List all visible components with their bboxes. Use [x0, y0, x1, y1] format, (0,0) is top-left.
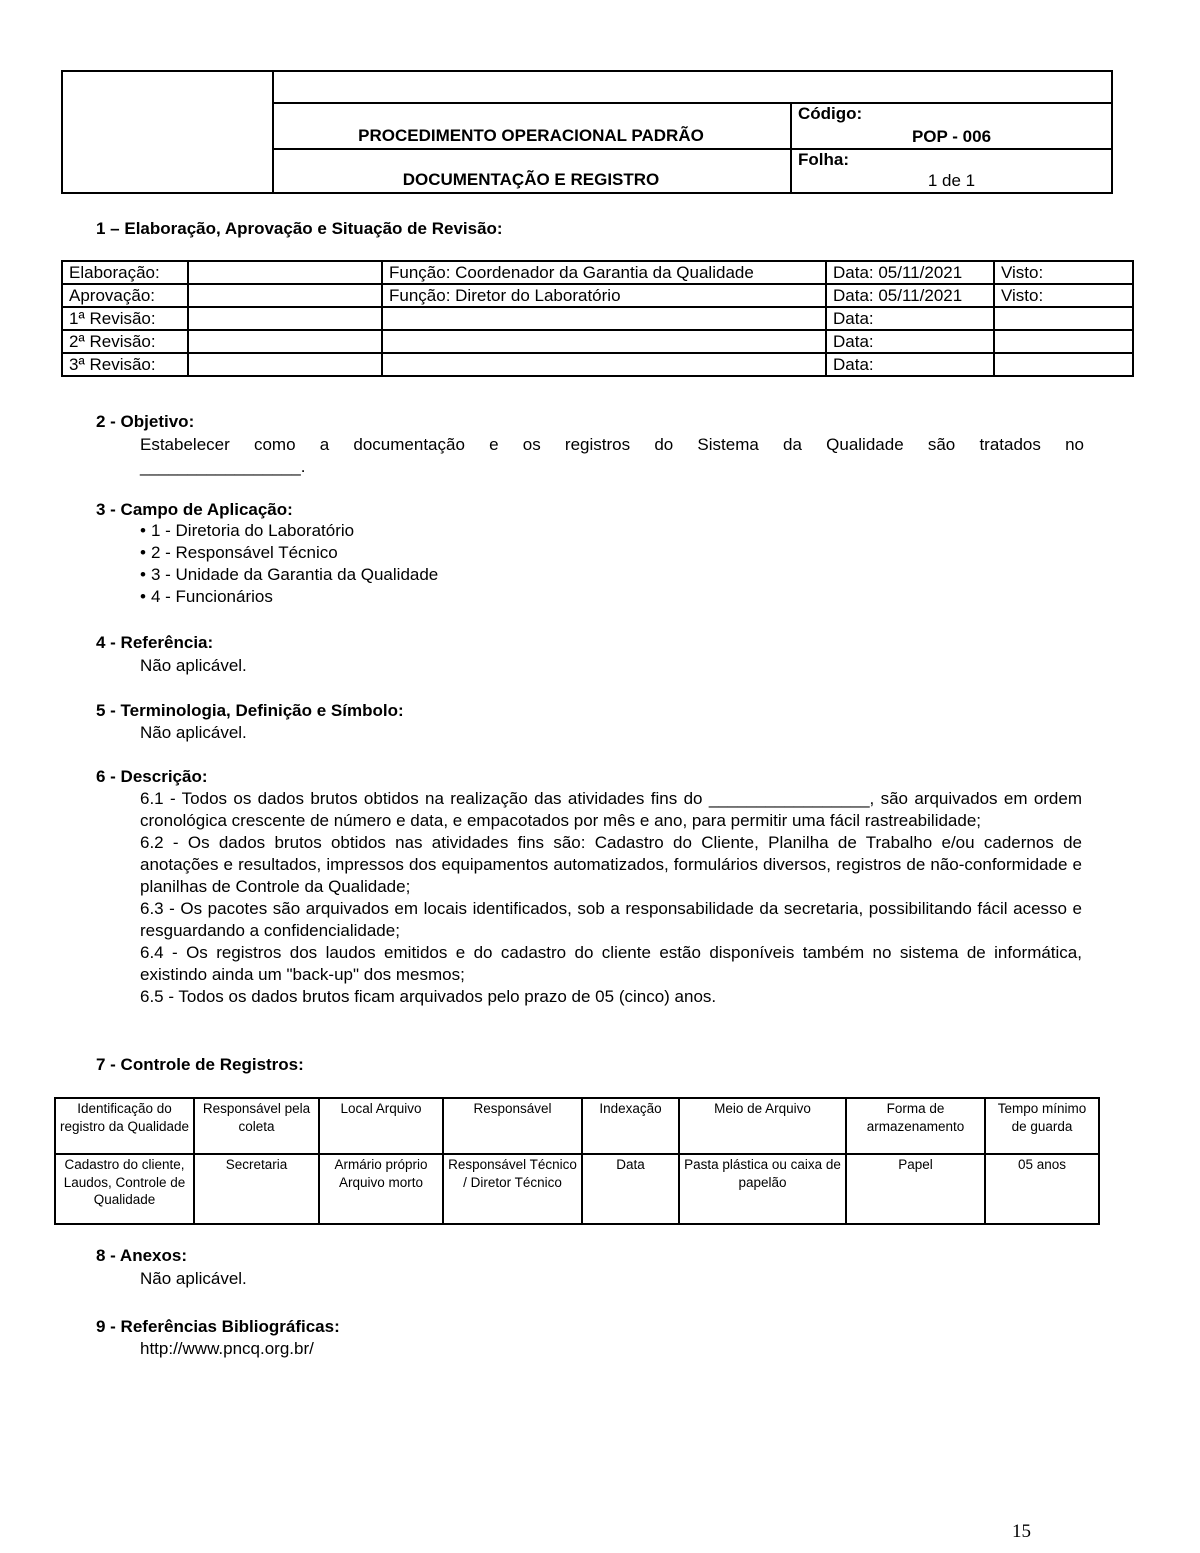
table-row [55, 1154, 1099, 1224]
table-cell: Função: Diretor do Laboratório [382, 284, 826, 307]
revision-table [61, 260, 1134, 377]
document-header [61, 70, 1113, 194]
table-cell [188, 353, 382, 376]
table-cell: Visto: [994, 284, 1133, 307]
table-cell: Responsável Técnico / Diretor Técnico [443, 1154, 582, 1224]
description-item: 6.2 - Os dados brutos obtidos nas atividades fins são: Cadastro do Cliente, Planilha de Trabalho e/ou cadernos de anotações e resultados, impressos dos equipamentos automatizados, formulários diversos, registros de não-conformidade e planilhas de Controle da Qualidade; [140, 833, 1082, 896]
table-cell [188, 307, 382, 330]
list-item: • 3 - Unidade da Garantia da Qualidade [140, 564, 438, 586]
table-cell: 2ª Revisão: [62, 330, 188, 353]
table-header-cell: Meio de Arquivo [679, 1098, 846, 1154]
code-label: Código: [798, 104, 863, 123]
table-cell [382, 307, 826, 330]
table-cell: Cadastro do cliente, Laudos, Controle de Qualidade [55, 1154, 194, 1224]
code-value: POP - 006 [911, 127, 992, 146]
section-4-heading: 4 - Referência: [96, 633, 214, 652]
description-item: 6.1 - Todos os dados brutos obtidos na realização das atividades fins do _________________, são arquivados em ordem cronológica crescente de número e data, e empacotados por mês e ano, para permitir uma fácil rastreabilidade; [140, 789, 1082, 830]
table-row [62, 261, 1133, 284]
table-row [62, 284, 1133, 307]
description-item: 6.5 - Todos os dados brutos ficam arquivados pelo prazo de 05 (cinco) anos. [140, 987, 717, 1006]
table-cell: Data: [826, 353, 994, 376]
table-cell: Pasta plástica ou caixa de papelão [679, 1154, 846, 1224]
table-cell [188, 261, 382, 284]
header-title-row [272, 102, 1111, 150]
description-item: 6.4 - Os registros dos laudos emitidos e do cadastro do cliente estão disponíveis também no sistema de informática, existindo ainda um "back-up" dos mesmos; [140, 943, 1082, 984]
table-cell: Data: 05/11/2021 [826, 284, 994, 307]
table-cell: Data: 05/11/2021 [826, 261, 994, 284]
table-header-cell: Indexação [582, 1098, 679, 1154]
section-1-heading: 1 – Elaboração, Aprovação e Situação de Revisão: [96, 219, 503, 238]
logo-cell [63, 72, 274, 192]
table-row [62, 307, 1133, 330]
table-header-cell: Responsável pela coleta [194, 1098, 319, 1154]
table-cell: Função: Coordenador da Garantia da Qualidade [382, 261, 826, 284]
list-item: • 4 - Funcionários [140, 586, 438, 608]
table-cell: Armário próprio Arquivo morto [319, 1154, 443, 1224]
table-header-cell: Local Arquivo [319, 1098, 443, 1154]
table-cell [382, 330, 826, 353]
sheet-value: 1 de 1 [927, 171, 976, 190]
header-top-row [272, 72, 1111, 104]
section-9-heading: 9 - Referências Bibliográficas: [96, 1317, 340, 1336]
table-cell [994, 353, 1133, 376]
section-6-heading: 6 - Descrição: [96, 767, 208, 786]
document-type-title: PROCEDIMENTO OPERACIONAL PADRÃO [358, 126, 704, 145]
application-list [140, 520, 438, 608]
table-cell [188, 284, 382, 307]
table-header-row [55, 1098, 1099, 1154]
table-cell: 1ª Revisão: [62, 307, 188, 330]
page-number: 15 [1012, 1521, 1031, 1542]
table-cell: 05 anos [985, 1154, 1099, 1224]
table-cell: Data: [826, 307, 994, 330]
records-control-table [54, 1097, 1100, 1225]
table-cell: Aprovação: [62, 284, 188, 307]
section-3-heading: 3 - Campo de Aplicação: [96, 500, 293, 519]
document-subtitle: DOCUMENTAÇÃO E REGISTRO [402, 170, 660, 189]
objective-text-line2: _________________. [140, 457, 306, 476]
table-cell: Visto: [994, 261, 1133, 284]
table-cell: Elaboração: [62, 261, 188, 284]
table-header-cell: Identificação do registro da Qualidade [55, 1098, 194, 1154]
annex-text: Não aplicável. [140, 1269, 247, 1288]
section-5-heading: 5 - Terminologia, Definição e Símbolo: [96, 701, 404, 720]
objective-text-line1: Estabelecer como a documentação e os registros do Sistema da Qualidade são tratados no [140, 435, 1084, 454]
section-8-heading: 8 - Anexos: [96, 1246, 188, 1265]
table-header-cell: Responsável [443, 1098, 582, 1154]
table-cell: Secretaria [194, 1154, 319, 1224]
section-2-heading: 2 - Objetivo: [96, 412, 195, 431]
table-cell: 3ª Revisão: [62, 353, 188, 376]
section-7-heading: 7 - Controle de Registros: [96, 1055, 304, 1074]
table-cell: Data [582, 1154, 679, 1224]
table-row [62, 330, 1133, 353]
table-cell: Data: [826, 330, 994, 353]
bibliography-link[interactable]: http://www.pncq.org.br/ [140, 1339, 314, 1358]
table-row [62, 353, 1133, 376]
list-item: • 2 - Responsável Técnico [140, 542, 438, 564]
table-header-cell: Forma de armazenamento [846, 1098, 985, 1154]
terminology-text: Não aplicável. [140, 723, 247, 742]
reference-text: Não aplicável. [140, 656, 247, 675]
table-cell [994, 307, 1133, 330]
table-cell [188, 330, 382, 353]
list-item: • 1 - Diretoria do Laboratório [140, 520, 438, 542]
description-block [140, 788, 1082, 1008]
table-header-cell: Tempo mínimo de guarda [985, 1098, 1099, 1154]
description-item: 6.3 - Os pacotes são arquivados em locais identificados, sob a responsabilidade da secretaria, possibilitando fácil acesso e resguardando a confidencialidade; [140, 899, 1082, 940]
header-subtitle-row [272, 148, 1111, 192]
sheet-label: Folha: [798, 150, 849, 169]
table-cell [994, 330, 1133, 353]
table-cell [382, 353, 826, 376]
table-cell: Papel [846, 1154, 985, 1224]
